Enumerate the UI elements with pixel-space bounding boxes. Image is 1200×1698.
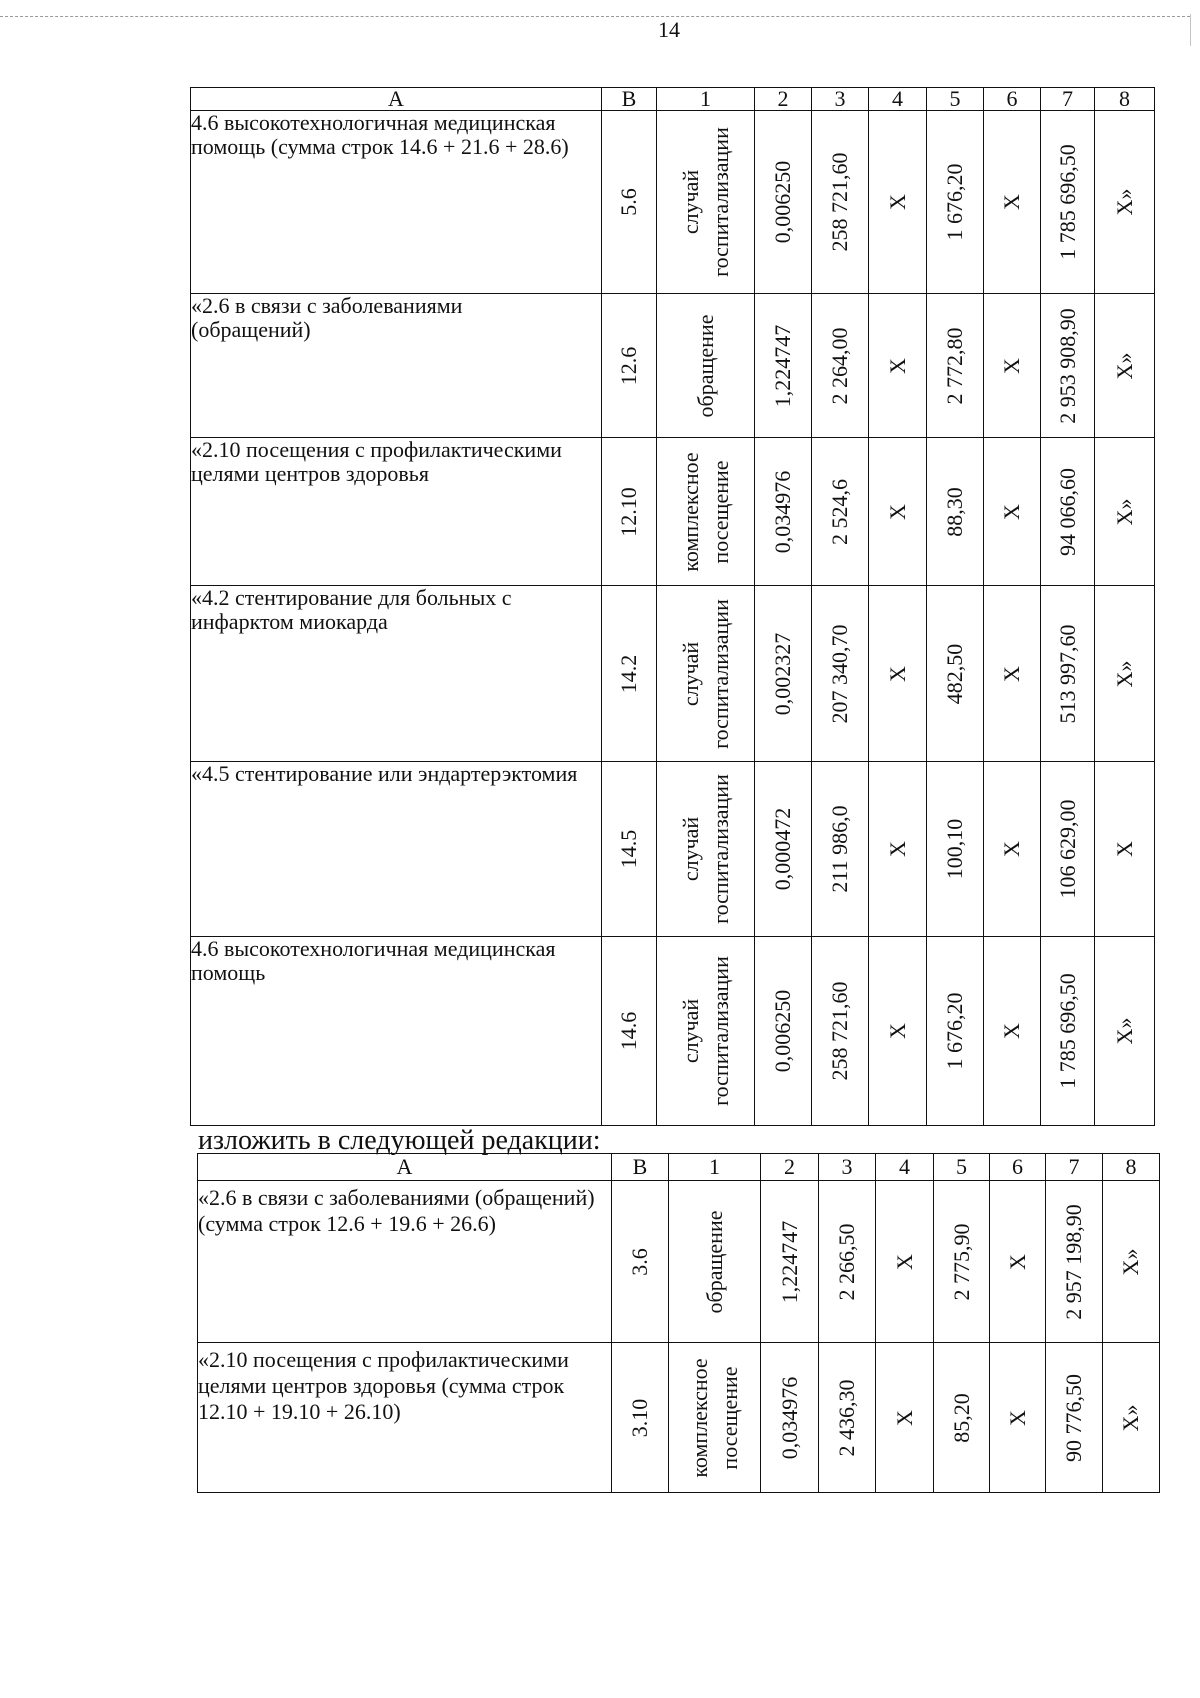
column-header: 2: [761, 1154, 819, 1181]
header-row: [191, 88, 1155, 111]
unit-label-line: госпитализации: [707, 956, 733, 1106]
table-row: [191, 586, 1155, 762]
column-header: 4: [876, 1154, 934, 1181]
revised-table: [197, 1153, 1160, 1493]
value-cell-col7: [1041, 438, 1095, 586]
scan-edge-line: [0, 16, 1190, 17]
row-title-line: инфарктом миокарда: [191, 609, 388, 634]
row-code: 14.6: [616, 1011, 641, 1051]
column-header: 8: [1103, 1154, 1160, 1181]
row-code-cell: [602, 937, 657, 1126]
value-col2: 0,034976: [776, 1376, 802, 1459]
value-col2: 1,224747: [770, 324, 795, 407]
row-code-cell: [602, 586, 657, 762]
value-col8: Х»: [1111, 498, 1137, 525]
row-title-cell: [191, 586, 602, 762]
value-cell-col8: [1095, 111, 1155, 294]
unit-label-line: комплексное: [677, 451, 703, 572]
row-code: 14.5: [616, 829, 641, 869]
value-col8: Х»: [1111, 352, 1137, 379]
value-cell-col6: [984, 762, 1041, 937]
value-cell-col5: [927, 586, 984, 762]
value-col6: Х: [1004, 1409, 1030, 1426]
unit-label-line: случай: [677, 816, 703, 882]
value-cell-col7: [1041, 294, 1095, 438]
row-title-line: 12.10 + 19.10 + 26.10): [198, 1399, 401, 1424]
value-cell-col5: [927, 762, 984, 937]
row-title-line: «2.10 посещения с профилактическими: [191, 437, 562, 462]
value-col8: Х»: [1111, 1017, 1137, 1045]
column-header: В: [602, 88, 657, 111]
value-cell-col8: [1095, 438, 1155, 586]
unit-cell: [657, 294, 755, 438]
unit-cell: [657, 937, 755, 1126]
value-cell-col5: [927, 937, 984, 1126]
row-title-line: целями центров здоровья: [191, 461, 429, 486]
value-col7: 513 997,60: [1054, 624, 1080, 723]
value-col3: 207 340,70: [827, 624, 852, 723]
value-col5: 2 772,80: [942, 327, 967, 404]
row-code: 3.6: [627, 1247, 652, 1276]
unit-label: [691, 314, 721, 417]
value-cell-col6: [990, 1181, 1046, 1343]
unit-label-line: комплексное: [686, 1357, 712, 1478]
column-header: В: [612, 1154, 669, 1181]
unit-cell: [657, 111, 755, 294]
row-title-line: «4.5 стентирование или эндартерэктомия: [191, 761, 578, 786]
value-cell-col5: [927, 438, 984, 586]
row-title-cell: [191, 294, 602, 438]
value-col5: 1 676,20: [942, 163, 967, 241]
unit-label-line: посещение: [707, 459, 733, 564]
value-col8: Х»: [1118, 1248, 1143, 1275]
value-cell-col4: [869, 762, 927, 937]
row-code: 14.2: [616, 654, 641, 693]
value-col3: 258 721,60: [827, 981, 852, 1081]
value-cell-col3: [812, 294, 869, 438]
value-cell-col3: [812, 937, 869, 1126]
value-cell-col7: [1046, 1181, 1103, 1343]
value-col7: 1 785 696,50: [1054, 144, 1080, 260]
column-header: 1: [657, 88, 755, 111]
value-cell-col2: [755, 111, 812, 294]
table-row: [191, 294, 1155, 438]
value-cell-col3: [812, 762, 869, 937]
value-cell-col6: [984, 438, 1041, 586]
value-col5: 1 676,20: [942, 992, 967, 1070]
value-cell-col6: [984, 294, 1041, 438]
unit-label: [676, 956, 736, 1106]
value-col5: 2 775,90: [948, 1223, 974, 1300]
value-cell-col2: [761, 1181, 819, 1343]
table-row: [198, 1181, 1160, 1343]
value-cell-col3: [812, 111, 869, 294]
value-cell-col5: [934, 1343, 990, 1493]
unit-cell: [657, 438, 755, 586]
row-title-line: «2.6 в связи с заболеваниями: [191, 293, 463, 318]
value-col2: 1,224747: [776, 1220, 802, 1303]
table-row: [191, 762, 1155, 937]
row-title-cell: [191, 111, 602, 294]
value-cell-col7: [1046, 1343, 1103, 1493]
column-header: 7: [1041, 88, 1095, 111]
value-cell-col2: [755, 438, 812, 586]
row-code-cell: [602, 294, 657, 438]
unit-label-line: госпитализации: [707, 127, 733, 277]
value-col7: 94 066,60: [1054, 467, 1080, 556]
unit-label-line: обращение: [692, 314, 718, 417]
value-cell-col8: [1095, 937, 1155, 1126]
value-cell-col5: [934, 1181, 990, 1343]
value-cell-col4: [869, 937, 927, 1126]
row-title-line: целями центров здоровья (сумма строк: [198, 1373, 565, 1398]
value-col5: 100,10: [942, 818, 967, 880]
value-cell-col2: [755, 586, 812, 762]
unit-label-line: госпитализации: [707, 774, 733, 924]
unit-label: [676, 127, 736, 277]
value-col4: Х: [884, 194, 910, 210]
value-cell-col6: [984, 937, 1041, 1126]
row-title-cell: [198, 1343, 612, 1493]
value-cell-col4: [869, 294, 927, 438]
value-cell-col8: [1103, 1181, 1160, 1343]
value-cell-col2: [755, 937, 812, 1126]
row-code: 12.10: [616, 486, 641, 537]
column-header: 7: [1046, 1154, 1103, 1181]
value-col5: 482,50: [942, 643, 967, 704]
value-col6: Х: [999, 665, 1024, 682]
value-col2: 0,034976: [770, 470, 795, 553]
unit-cell: [669, 1181, 761, 1343]
row-code: 12.6: [616, 346, 641, 385]
column-header: 3: [812, 88, 869, 111]
value-col3: 2 266,50: [834, 1223, 859, 1300]
value-col5: 88,30: [942, 486, 967, 537]
value-col2: 0,002327: [770, 632, 795, 715]
column-header: 8: [1095, 88, 1155, 111]
row-title-line: 4.6 высокотехнологичная медицинская: [191, 936, 556, 961]
value-cell-col6: [984, 586, 1041, 762]
unit-label-line: посещение: [716, 1365, 742, 1470]
value-col7: 2 957 198,90: [1061, 1203, 1086, 1320]
value-col2: 0,006250: [770, 160, 795, 244]
value-col4: Х: [891, 1253, 917, 1270]
value-col6: Х: [999, 357, 1024, 374]
value-col7: 106 629,00: [1054, 799, 1080, 899]
value-col4: Х: [884, 841, 910, 857]
unit-label: [676, 774, 736, 924]
row-title-line: «2.10 посещения с профилактическими: [198, 1347, 569, 1372]
value-cell-col3: [812, 438, 869, 586]
table-row: [198, 1343, 1160, 1493]
value-col8: Х»: [1118, 1404, 1143, 1431]
value-cell-col8: [1103, 1343, 1160, 1493]
value-col4: Х: [884, 1023, 910, 1039]
value-cell-col7: [1041, 586, 1095, 762]
column-header: А: [198, 1154, 612, 1181]
value-col4: Х: [884, 503, 910, 520]
value-cell-col3: [819, 1343, 876, 1493]
unit-label: [685, 1358, 745, 1477]
value-col7: 1 785 696,50: [1054, 973, 1080, 1089]
column-header: А: [191, 88, 602, 111]
row-title-line: помощь (сумма строк 14.6 + 21.6 + 28.6): [191, 134, 569, 159]
value-col3: 211 986,0: [827, 805, 852, 893]
value-cell-col8: [1095, 586, 1155, 762]
value-cell-col4: [869, 438, 927, 586]
row-title-line: «4.2 стентирование для больных с: [191, 585, 512, 610]
value-cell-col4: [876, 1181, 934, 1343]
value-col4: Х: [884, 357, 910, 374]
unit-label-line: случай: [677, 998, 703, 1064]
value-cell-col6: [990, 1343, 1046, 1493]
value-col6: Х: [999, 841, 1024, 857]
value-cell-col2: [761, 1343, 819, 1493]
unit-label-line: обращение: [701, 1210, 727, 1313]
unit-label-line: госпитализации: [707, 598, 733, 749]
value-cell-col3: [812, 586, 869, 762]
row-code: 5.6: [616, 188, 641, 216]
value-cell-col7: [1041, 937, 1095, 1126]
table-row: [191, 937, 1155, 1126]
row-code-cell: [602, 438, 657, 586]
value-col5: 85,20: [948, 1392, 974, 1443]
row-title-line: «2.6 в связи с заболеваниями (обращений): [198, 1185, 595, 1210]
column-header: 1: [669, 1154, 761, 1181]
row-title-cell: [191, 937, 602, 1126]
row-title-line: (обращений): [191, 317, 311, 342]
row-code: 3.10: [627, 1398, 652, 1437]
value-col3: 2 436,30: [834, 1379, 859, 1456]
value-cell-col2: [755, 294, 812, 438]
column-header: 5: [927, 88, 984, 111]
column-header: 6: [984, 88, 1041, 111]
unit-label: [676, 452, 736, 571]
value-col7: 2 953 908,90: [1054, 307, 1080, 424]
value-col4: Х: [891, 1409, 917, 1426]
value-cell-col4: [869, 111, 927, 294]
value-cell-col8: [1095, 762, 1155, 937]
value-col4: Х: [884, 665, 910, 682]
value-cell-col6: [984, 111, 1041, 294]
column-header: 5: [934, 1154, 990, 1181]
value-col3: 2 264,00: [827, 327, 852, 404]
value-col8: Х»: [1111, 188, 1137, 216]
scan-edge-tick: [1190, 14, 1191, 46]
value-col6: Х: [999, 503, 1024, 520]
value-col3: 258 721,60: [827, 152, 852, 252]
value-cell-col5: [927, 294, 984, 438]
value-col3: 2 524,6: [827, 478, 852, 545]
page-number: 14: [658, 17, 680, 42]
value-cell-col8: [1095, 294, 1155, 438]
value-cell-col4: [869, 586, 927, 762]
row-title-line: (сумма строк 12.6 + 19.6 + 26.6): [198, 1211, 496, 1236]
unit-cell: [669, 1343, 761, 1493]
row-title-line: помощь: [191, 960, 266, 985]
value-cell-col7: [1041, 111, 1095, 294]
value-col8: Х: [1111, 841, 1137, 857]
row-title-cell: [198, 1181, 612, 1343]
unit-cell: [657, 762, 755, 937]
column-header: 4: [869, 88, 927, 111]
unit-label: [700, 1210, 730, 1313]
value-cell-col4: [876, 1343, 934, 1493]
revision-instruction: изложить в следующей редакции:: [198, 1125, 601, 1156]
value-col6: Х: [999, 194, 1024, 210]
value-col8: Х»: [1111, 660, 1137, 687]
row-code-cell: [602, 111, 657, 294]
column-header: 6: [990, 1154, 1046, 1181]
row-code-cell: [612, 1343, 669, 1493]
value-col6: Х: [1004, 1253, 1030, 1270]
row-title-cell: [191, 438, 602, 586]
value-cell-col2: [755, 762, 812, 937]
unit-label-line: случай: [677, 169, 703, 235]
unit-label: [676, 599, 736, 749]
value-col7: 90 776,50: [1061, 1373, 1086, 1462]
table-row: [191, 111, 1155, 294]
table-row: [191, 438, 1155, 586]
value-col2: 0,000472: [770, 807, 795, 891]
value-col6: Х: [999, 1023, 1024, 1039]
header-row: [198, 1154, 1160, 1181]
original-table: [190, 87, 1155, 1126]
column-header: 2: [755, 88, 812, 111]
row-title-line: 4.6 высокотехнологичная медицинская: [191, 110, 556, 135]
row-code-cell: [612, 1181, 669, 1343]
row-code-cell: [602, 762, 657, 937]
value-cell-col3: [819, 1181, 876, 1343]
value-col2: 0,006250: [770, 989, 795, 1073]
row-title-cell: [191, 762, 602, 937]
value-cell-col7: [1041, 762, 1095, 937]
column-header: 3: [819, 1154, 876, 1181]
value-cell-col5: [927, 111, 984, 294]
unit-cell: [657, 586, 755, 762]
unit-label-line: случай: [677, 641, 703, 706]
